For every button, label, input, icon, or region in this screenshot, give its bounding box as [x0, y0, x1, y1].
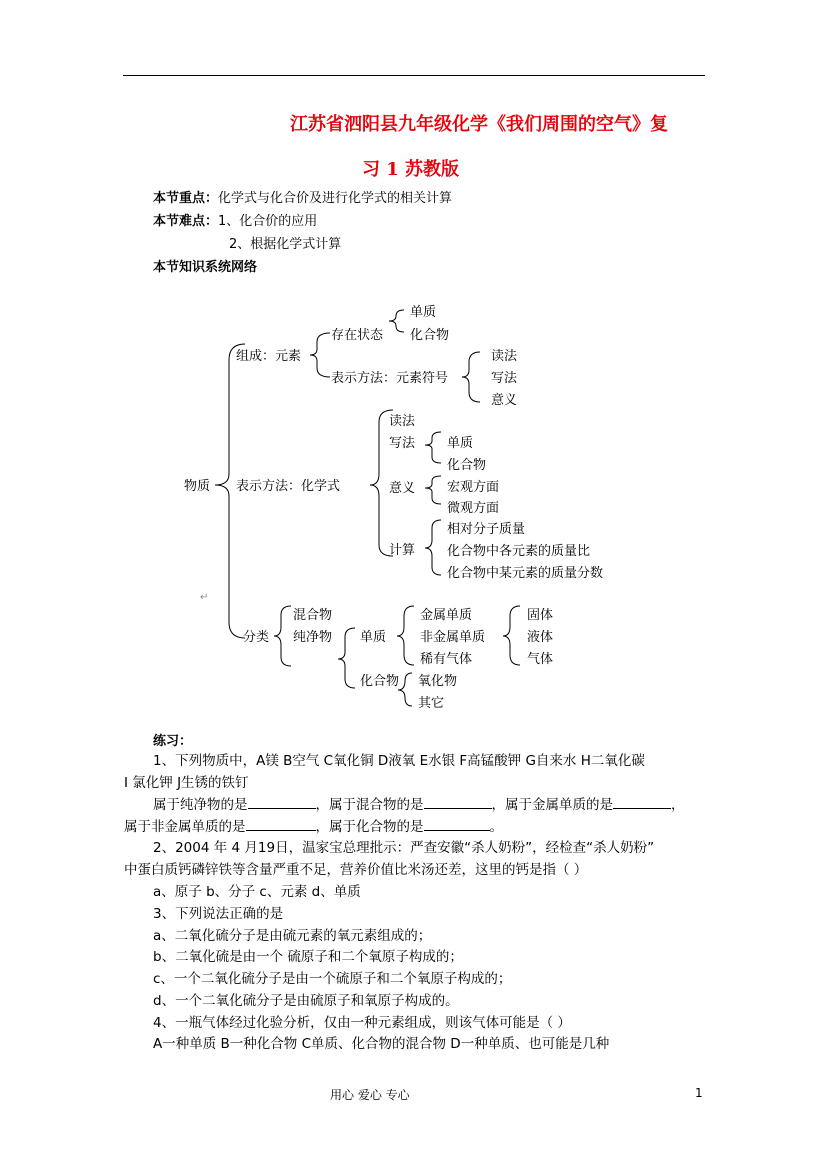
- node-compound: 化合物: [410, 328, 450, 343]
- brace-pure: [338, 628, 355, 688]
- node-element-meaning: 意义: [491, 393, 518, 408]
- brace-composition: [310, 333, 330, 377]
- document-title-line2: 习 1 苏教版: [362, 159, 460, 180]
- node-formula-read: 读法: [389, 414, 416, 429]
- key-point-text: 化学式与化合价及进行化学式的相关计算: [218, 191, 453, 206]
- node-exist-state: 存在状态: [331, 328, 384, 343]
- node-pure: 纯净物: [293, 630, 333, 645]
- q1-pure-label: 属于纯净物的是: [153, 797, 248, 813]
- node-mass-fraction: 化合物中某元素的质量分数: [447, 566, 604, 581]
- brace-classify: [274, 606, 291, 666]
- q1-end: 。: [489, 819, 503, 835]
- q1-line1: 1、下列物质中，A镁 B空气 C氧化铜 D液氧 E水银 F高锰酸钾 G自来水 H二氧化碳: [153, 753, 645, 769]
- exercise-label: 练习：: [153, 734, 193, 749]
- q1-compound-label: ，属于化合物的是: [315, 819, 424, 835]
- node-formula-simple: 单质: [447, 436, 474, 451]
- difficulty-label: 本节难点：: [153, 214, 219, 229]
- q3-option-b: b、二氧化硫是由一个 硫原子和二个氧原子构成的；: [153, 949, 463, 965]
- node-composition: 组成：元素: [236, 349, 302, 364]
- node-express-formula: 表示方法：化学式: [236, 479, 341, 494]
- brace-meaning: [425, 476, 441, 504]
- node-nonmetal: 非金属单质: [420, 630, 486, 645]
- q1-metal-blank[interactable]: [613, 795, 671, 809]
- q1-pure-blank[interactable]: [248, 795, 316, 809]
- node-pure-simple: 单质: [360, 630, 387, 645]
- node-micro: 微观方面: [447, 501, 500, 516]
- node-element-read: 读法: [491, 349, 518, 364]
- node-mass-ratio: 化合物中各元素的质量比: [447, 544, 591, 559]
- node-express-element: 表示方法：元素符号: [331, 371, 449, 386]
- q1-line2: I 氯化钾 J生锈的铁钉: [124, 775, 249, 791]
- q4-options: A一种单质 B一种化合物 C单质、化合物的混合物 D一种单质、也可能是几种: [153, 1036, 610, 1052]
- q1-nonmetal-blank[interactable]: [246, 817, 316, 831]
- node-formula-write: 写法: [389, 436, 416, 451]
- document-title-line1: 江苏省泗阳县九年级化学《我们周围的空气》复: [290, 114, 668, 135]
- difficulty-item-2: 2、根据化学式计算: [229, 237, 342, 252]
- q1-metal-label: ，属于金属单质的是: [491, 797, 613, 813]
- q4-stem: 4、一瓶气体经过化验分析，仅由一种元素组成，则该气体可能是（ ）: [153, 1015, 571, 1031]
- q1-line3: 属于纯净物的是 ，属于混合物的是 ，属于金属单质的是 ，: [153, 797, 685, 813]
- q3-stem: 3、下列说法正确的是: [153, 906, 284, 922]
- node-element-write: 写法: [491, 371, 518, 386]
- node-noble-gas: 稀有气体: [420, 652, 473, 667]
- q3-option-c: c、一个二氧化硫分子是由一个硫原子和二个氧原子构成的；: [153, 971, 512, 987]
- node-mixture: 混合物: [293, 608, 333, 623]
- q2-line2: 中蛋白质钙磷锌铁等含量严重不足，营养价值比米汤还差，这里的钙是指（ ）: [124, 862, 588, 878]
- q3-option-d: d、一个二氧化硫分子是由硫原子和氧原子构成的。: [153, 993, 459, 1009]
- node-formula-meaning: 意义: [389, 481, 416, 496]
- node-calc: 计算: [389, 543, 416, 558]
- network-label: 本节知识系统网络: [153, 260, 258, 275]
- brace-state: [503, 606, 520, 665]
- node-oxide: 氧化物: [418, 674, 458, 689]
- node-classify: 分类: [243, 630, 270, 645]
- node-liquid: 液体: [527, 630, 554, 645]
- key-point-label: 本节重点：: [153, 191, 219, 206]
- node-formula-compound: 化合物: [447, 458, 487, 473]
- q1-mixture-blank[interactable]: [424, 795, 492, 809]
- q1-compound-blank[interactable]: [424, 817, 490, 831]
- page-number: 1: [695, 1086, 703, 1100]
- node-matter: 物质: [184, 479, 211, 494]
- node-simple-substance: 单质: [410, 305, 437, 320]
- difficulty-item-1: 1、化合价的应用: [218, 214, 318, 229]
- q1-nonmetal-label: 属于非金属单质的是: [124, 819, 246, 835]
- paragraph-mark: ↵: [200, 592, 209, 603]
- q2-options: a、原子 b、分子 c、元素 d、单质: [153, 884, 361, 900]
- node-gas: 气体: [527, 652, 554, 667]
- brace-compound: [398, 673, 412, 706]
- brace-write: [425, 432, 441, 463]
- brace-exist-state: [389, 310, 404, 332]
- brace-element-symbol: [462, 352, 480, 402]
- node-rel-mass: 相对分子质量: [447, 522, 526, 537]
- q1-line4: [124, 816, 503, 838]
- node-solid: 固体: [527, 608, 554, 623]
- brace-simple: [397, 606, 414, 665]
- q2-line1: 2、2004 年 4 月19日，温家宝总理批示：严查安徽“杀人奶粉”，经检查“杀人奶粉”: [153, 840, 655, 856]
- node-other: 其它: [418, 696, 445, 711]
- node-metal: 金属单质: [420, 608, 473, 623]
- node-macro: 宏观方面: [447, 480, 500, 495]
- q3-option-a: a、二氧化硫分子是由硫元素的氧元素组成的；: [153, 928, 432, 944]
- brace-calc: [425, 520, 441, 575]
- q1-mixture-label: ，属于混合物的是: [315, 797, 424, 813]
- footer-motto: 用心 爱心 专心: [330, 1088, 410, 1102]
- node-pure-compound: 化合物: [360, 674, 400, 689]
